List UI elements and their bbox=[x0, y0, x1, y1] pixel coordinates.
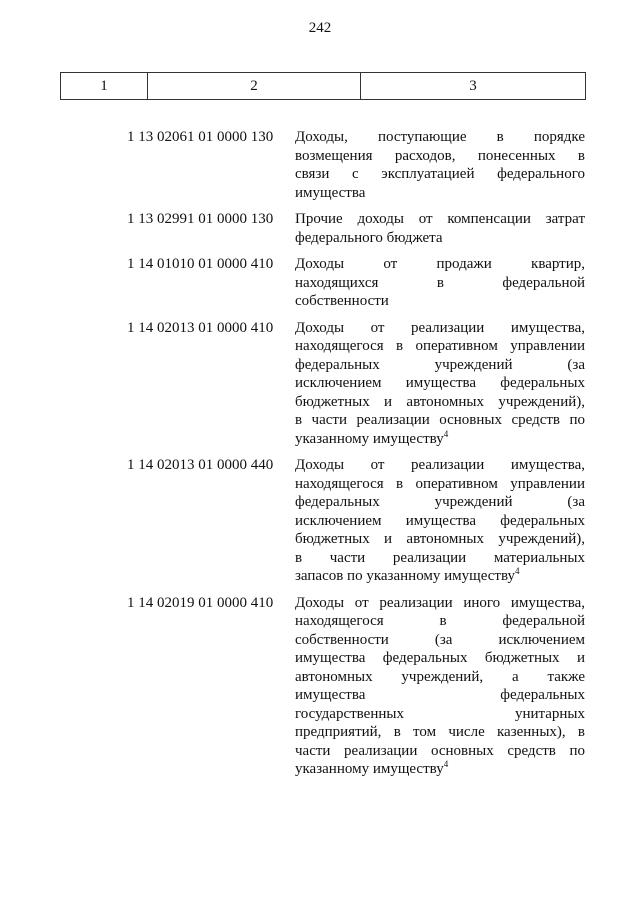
description-text: федеральных учреждений (за bbox=[295, 494, 585, 510]
description-line bbox=[295, 184, 585, 203]
description-line bbox=[295, 393, 585, 412]
description-text: автономных учреждений, а также bbox=[295, 668, 585, 685]
description-text: находящегося в федеральной bbox=[295, 613, 585, 629]
description-text: собственности (за исключением bbox=[295, 631, 585, 648]
budget-classification-code: 1 14 02019 01 0000 410 bbox=[127, 594, 274, 611]
description-text: указанному имуществу bbox=[295, 761, 444, 777]
income-code-row bbox=[127, 210, 585, 247]
column-header-1: 1 bbox=[61, 73, 148, 100]
description-text: Прочие доходы от компенсации затрат bbox=[295, 211, 585, 227]
description-line bbox=[295, 612, 585, 631]
description-text: Доходы от реализации имущества, bbox=[295, 319, 585, 336]
description-text: предприятий, в том числе казенных), в bbox=[295, 724, 585, 740]
description-text: указанному имуществу bbox=[295, 430, 444, 447]
description-line bbox=[295, 549, 585, 568]
column-header-table bbox=[60, 72, 586, 100]
description-line bbox=[295, 210, 585, 229]
description-line bbox=[295, 686, 585, 705]
income-description bbox=[295, 255, 585, 311]
income-code-row bbox=[127, 128, 585, 202]
description-line bbox=[295, 723, 585, 742]
description-line bbox=[295, 430, 585, 449]
budget-classification-code: 1 14 01010 01 0000 410 bbox=[127, 256, 274, 272]
description-line bbox=[295, 760, 585, 779]
description-line bbox=[295, 274, 585, 293]
description-text: исключением имущества федеральных bbox=[295, 375, 585, 391]
description-line bbox=[295, 374, 585, 393]
description-line bbox=[295, 292, 585, 311]
description-text: в части реализации материальных bbox=[295, 549, 585, 566]
income-description bbox=[295, 210, 585, 247]
description-text: Доходы от реализации иного имущества, bbox=[295, 594, 585, 611]
description-line bbox=[295, 530, 585, 549]
description-text: находящихся в федеральной bbox=[295, 274, 585, 291]
budget-classification-code: 1 14 02013 01 0000 440 bbox=[127, 457, 274, 473]
description-line bbox=[295, 668, 585, 687]
description-text: запасов по указанному имуществу bbox=[295, 568, 516, 584]
description-text: бюджетных и автономных учреждений), bbox=[295, 393, 585, 410]
description-line bbox=[295, 493, 585, 512]
column-header-row bbox=[61, 73, 586, 100]
description-line bbox=[295, 475, 585, 494]
description-text: возмещения расходов, понесенных в bbox=[295, 147, 585, 164]
description-line bbox=[295, 165, 585, 184]
description-text: имущества федеральных bbox=[295, 687, 585, 703]
description-text: имущества федеральных бюджетных и bbox=[295, 650, 585, 666]
description-text: федеральных учреждений (за bbox=[295, 356, 585, 373]
description-line bbox=[295, 594, 585, 613]
budget-classification-code: 1 14 02013 01 0000 410 bbox=[127, 319, 274, 336]
description-text: Доходы от реализации имущества, bbox=[295, 457, 585, 473]
column-header-3: 3 bbox=[361, 73, 586, 100]
footnote-marker: 4 bbox=[515, 566, 520, 576]
description-line bbox=[295, 128, 585, 147]
description-line bbox=[295, 742, 585, 761]
income-code-row bbox=[127, 319, 585, 449]
column-header-2: 2 bbox=[148, 73, 361, 100]
description-line bbox=[295, 229, 585, 248]
income-code-list bbox=[127, 128, 585, 787]
description-text: Доходы, поступающие в порядке bbox=[295, 129, 585, 145]
income-code-row bbox=[127, 594, 585, 779]
description-line bbox=[295, 705, 585, 724]
description-line bbox=[295, 337, 585, 356]
description-line bbox=[295, 567, 585, 586]
description-text: федерального бюджета bbox=[295, 229, 443, 246]
description-text: части реализации основных средств по bbox=[295, 742, 585, 759]
description-text: имущества bbox=[295, 184, 366, 201]
income-code-row bbox=[127, 456, 585, 586]
description-line bbox=[295, 319, 585, 338]
description-line bbox=[295, 512, 585, 531]
income-description bbox=[295, 594, 585, 779]
budget-classification-code: 1 13 02061 01 0000 130 bbox=[127, 129, 274, 145]
description-text: государственных унитарных bbox=[295, 705, 585, 722]
description-text: Доходы от продажи квартир, bbox=[295, 256, 585, 272]
description-text: связи с эксплуатацией федерального bbox=[295, 166, 585, 182]
description-text: исключением имущества федеральных bbox=[295, 512, 585, 529]
description-line bbox=[295, 649, 585, 668]
description-text: в части реализации основных средств по bbox=[295, 412, 585, 428]
description-line bbox=[295, 255, 585, 274]
description-text: находящегося в оперативном управлении bbox=[295, 338, 585, 354]
description-text: находящегося в оперативном управлении bbox=[295, 475, 585, 492]
income-description bbox=[295, 456, 585, 586]
description-line bbox=[295, 147, 585, 166]
description-line bbox=[295, 631, 585, 650]
description-line bbox=[295, 356, 585, 375]
description-text: собственности bbox=[295, 293, 389, 309]
description-text: бюджетных и автономных учреждений), bbox=[295, 531, 585, 547]
footnote-marker: 4 bbox=[443, 428, 449, 439]
footnote-marker: 4 bbox=[443, 759, 449, 769]
page-number: 242 bbox=[308, 20, 332, 36]
income-description bbox=[295, 128, 585, 202]
budget-classification-code: 1 13 02991 01 0000 130 bbox=[127, 211, 274, 227]
income-description bbox=[295, 319, 585, 449]
description-line bbox=[295, 411, 585, 430]
income-code-row bbox=[127, 255, 585, 311]
description-line bbox=[295, 456, 585, 475]
